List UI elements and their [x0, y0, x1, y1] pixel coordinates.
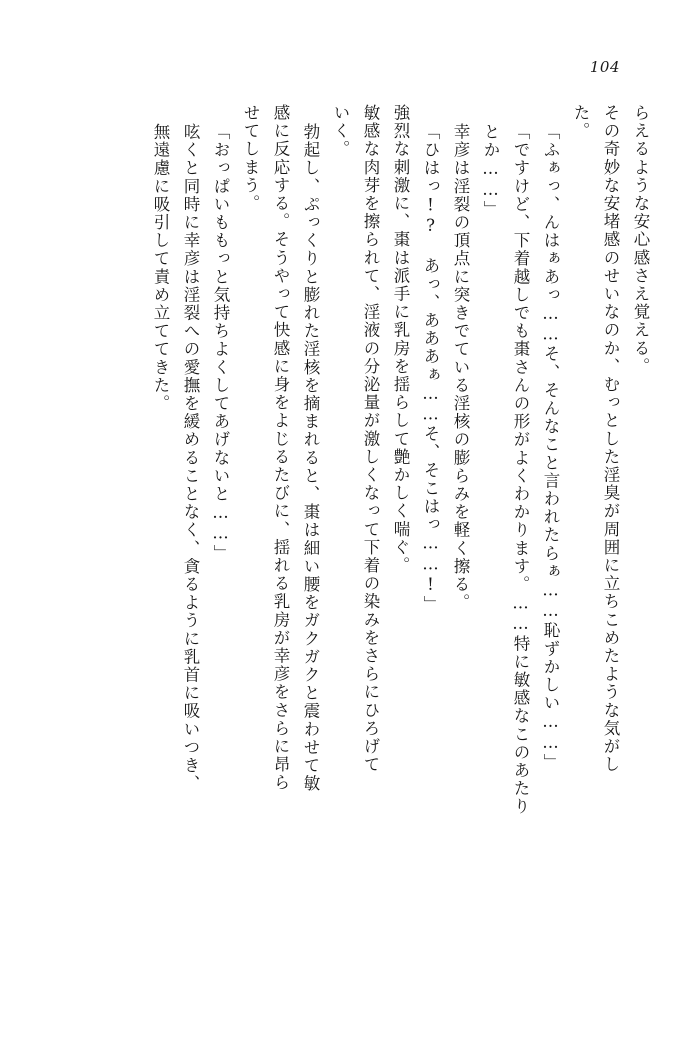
text-column: いく。 — [331, 104, 350, 159]
text-column: 「ふぁっ、んはぁあっ……そ、そんなこと言われたらぁ……恥ずかしい……」 — [541, 123, 560, 772]
text-column: その奇妙な安堵感のせいなのか、むっとした淫臭が周囲に立ちこめたような気がし — [601, 104, 620, 774]
text-column: 無遠慮に吸引して責め立ててきた。 — [151, 123, 170, 413]
text-column: 幸彦は淫裂の頂点に突きでている淫核の膨らみを軽く擦る。 — [451, 123, 470, 612]
text-column: 強烈な刺激に、棗は派手に乳房を揺らして艶かしく喘ぐ。 — [391, 104, 410, 575]
text-column: 勃起し、ぷっくりと膨れた淫核を摘まれると、棗は細い腰をガクガクと震わせて敏 — [301, 123, 320, 793]
text-column: 感に反応する。そうやって快感に身をよじるたびに、揺れる乳房が幸彦をさらに昂ら — [271, 104, 290, 792]
text-column: 「おっぱいももっと気持ちよくしてあげないと……」 — [211, 123, 230, 563]
text-column: た。 — [571, 104, 590, 141]
page-number: 104 — [589, 58, 620, 76]
text-column: 呟くと同時に幸彦は淫裂への愛撫を緩めることなく、貪るように乳首に吸いつき、 — [181, 123, 200, 793]
text-column: 「ですけど、下着越しでも棗さんの形がよくわかります。……特に敏感なこのあたり — [511, 123, 530, 816]
text-column: 敏感な肉芽を擦られて、淫液の分泌量が激しくなって下着の染みをさらにひろげて — [361, 104, 380, 774]
text-column: らえるような安心感さえ覚える。 — [631, 104, 650, 376]
text-column: せてしまう。 — [241, 104, 260, 213]
text-column: とか……」 — [481, 123, 500, 219]
text-column: 「ひはっ!? あっ、あああぁ……そ、そこはっ……!」 — [421, 123, 440, 614]
vertical-text-body — [62, 104, 648, 924]
